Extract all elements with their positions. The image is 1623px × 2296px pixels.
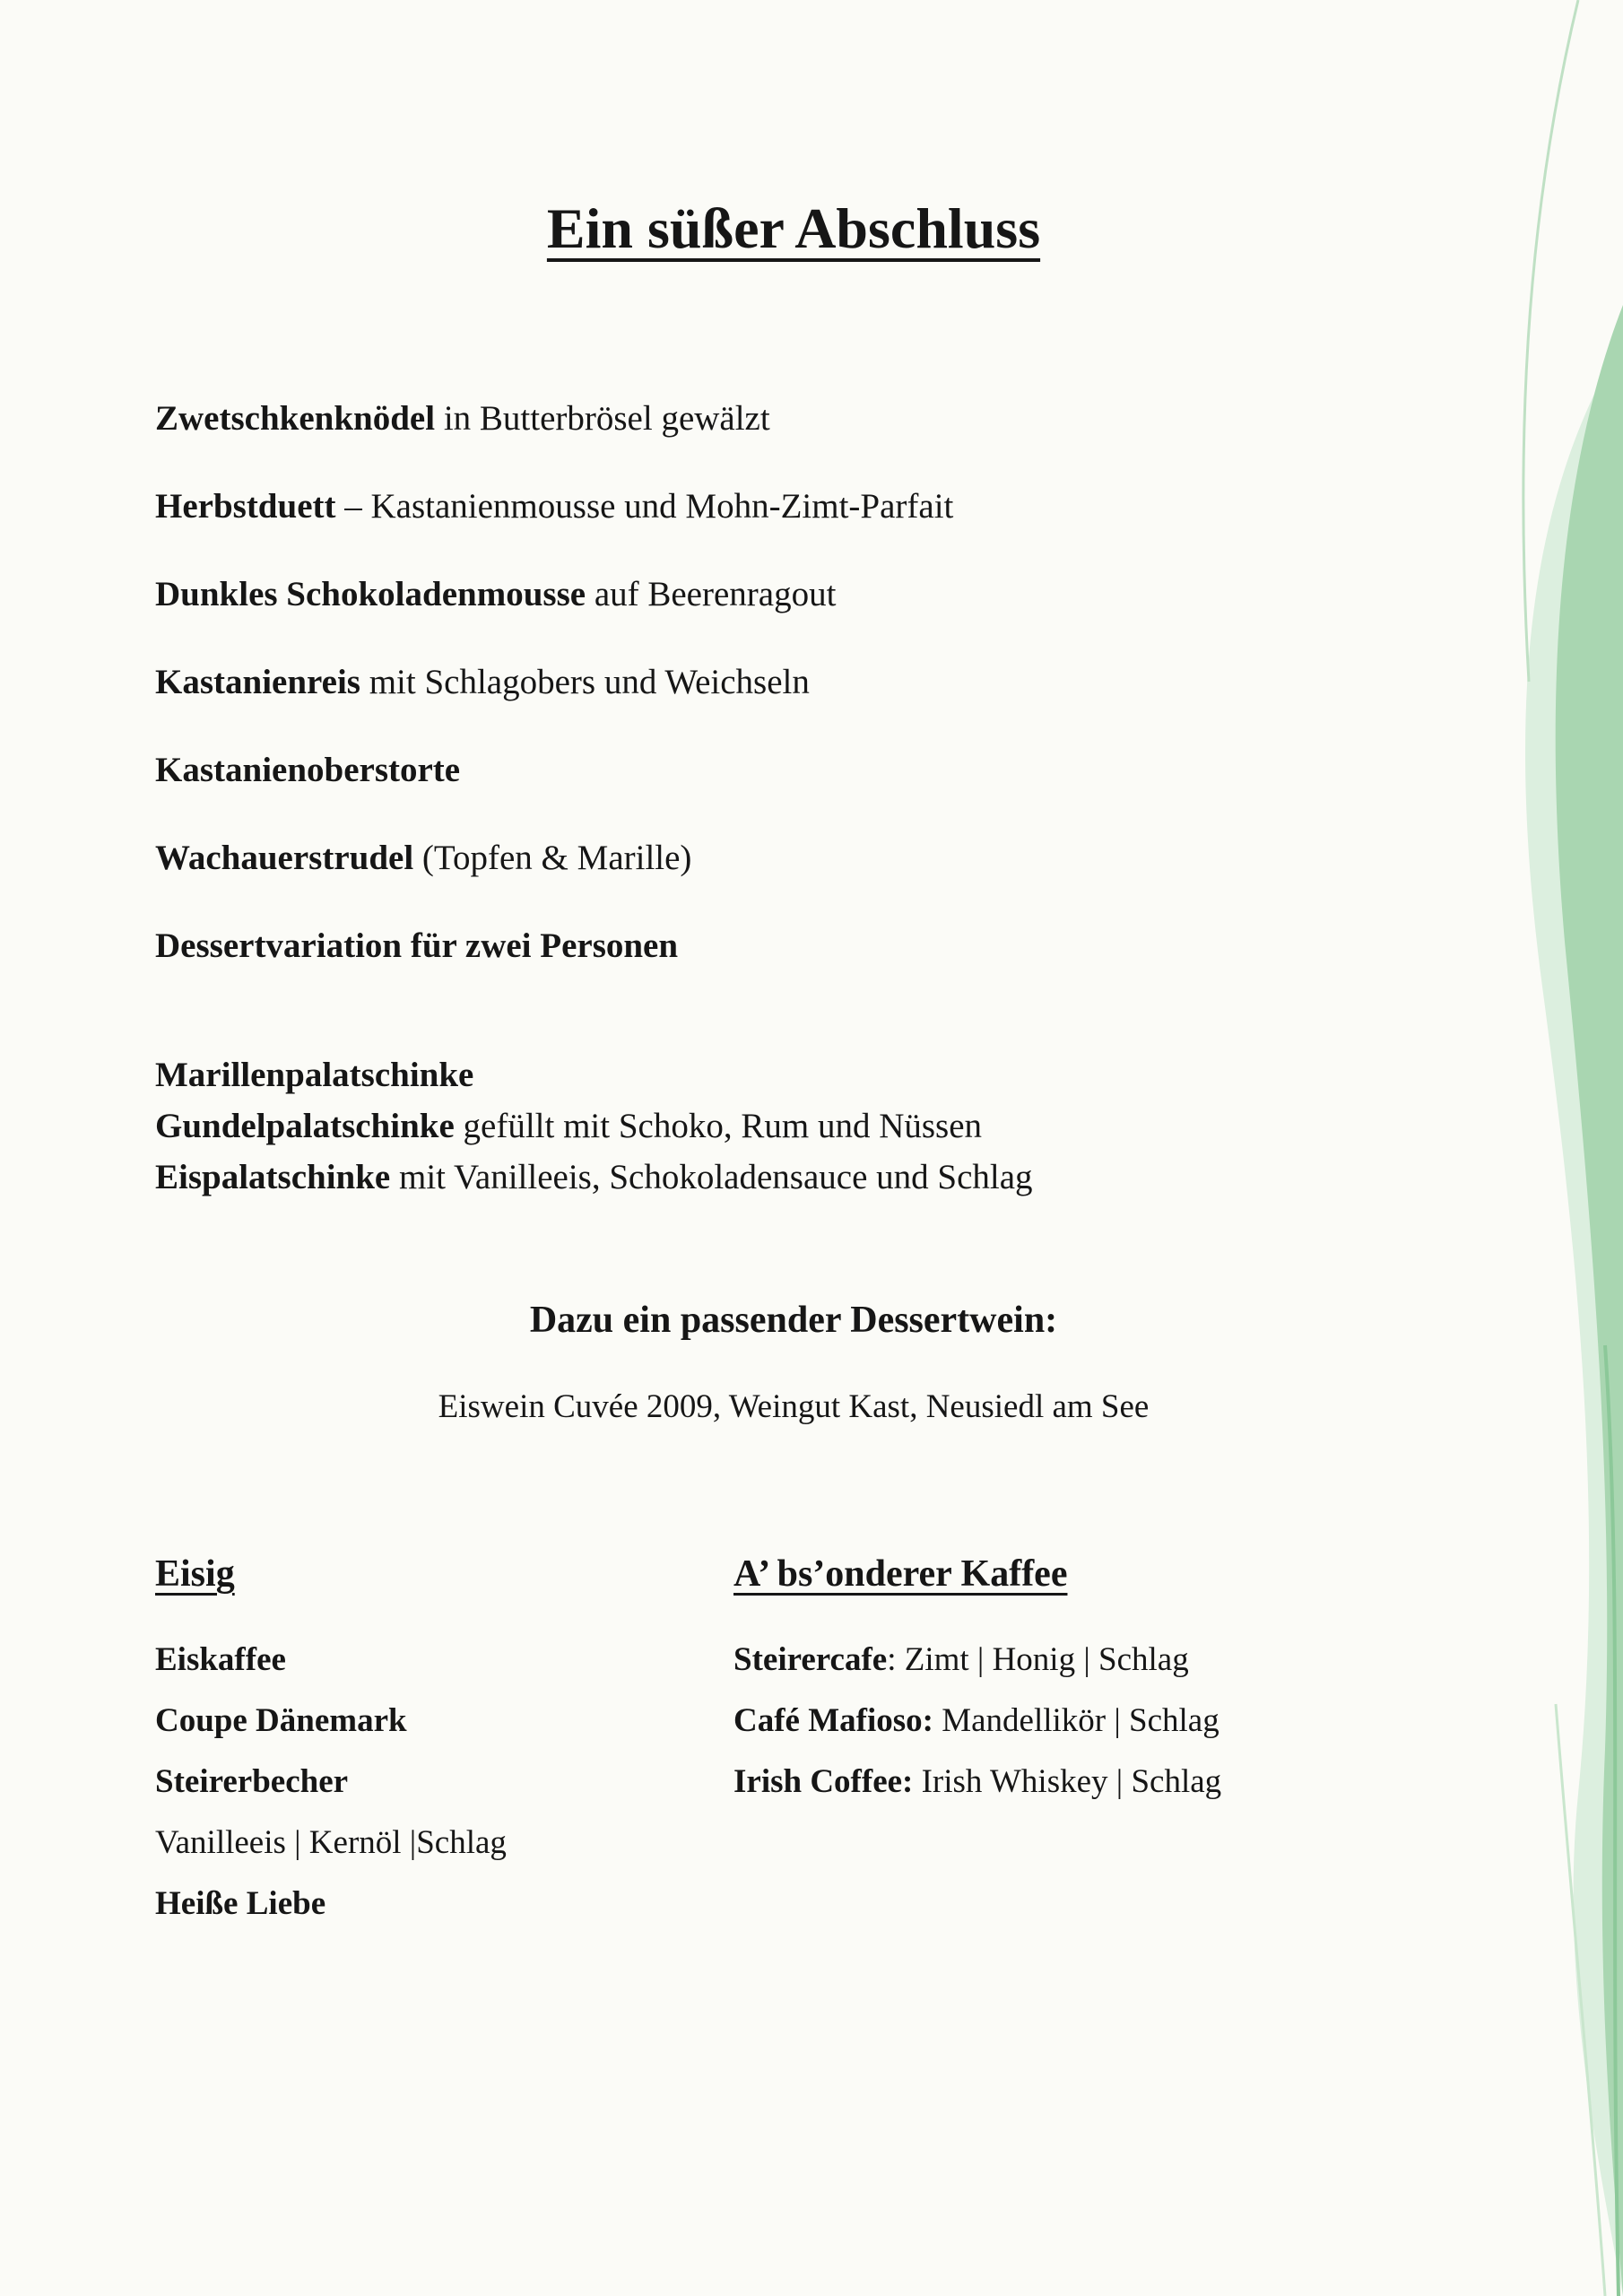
kaffee-item-desc: : Zimt | Honig | Schlag — [887, 1641, 1189, 1678]
eisig-item — [155, 1884, 325, 1924]
eisig-item-name: Heiße Liebe — [155, 1885, 326, 1922]
eisig-item-name: Coupe Dänemark — [155, 1702, 407, 1739]
eisig-item-name: Eiskaffee — [155, 1641, 286, 1678]
dessert-item — [155, 662, 810, 704]
palatschinke-desc: gefüllt mit Schoko, Rum und Nüssen — [454, 1107, 983, 1145]
palatschinke-name: Marillenpalatschinke — [155, 1056, 474, 1094]
page-title: Ein süßer Abschluss — [546, 196, 1041, 260]
eisig-heading: Eisig — [155, 1553, 235, 1595]
kaffee-item-name: Café Mafioso: — [733, 1702, 933, 1739]
wine-text: Eiswein Cuvée 2009, Weingut Kast, Neusiedl am See — [438, 1388, 1150, 1425]
eisig-item — [155, 1640, 286, 1680]
dessert-name: Herbstduett — [155, 487, 336, 526]
eisig-item — [155, 1823, 507, 1863]
dessert-item — [155, 574, 836, 616]
palatschinke-name: Eispalatschinke — [155, 1158, 391, 1196]
palatschinke-desc: mit Vanilleeis, Schokoladensauce und Schlag — [390, 1158, 1033, 1196]
dessert-name: Kastanienreis — [155, 663, 360, 701]
dessert-desc: auf Beerenragout — [586, 575, 837, 613]
palatschinke-item — [155, 1106, 982, 1148]
dessert-desc: mit Schlagobers und Weichseln — [360, 663, 810, 701]
dessert-name: Zwetschkenknödel — [155, 399, 436, 438]
dessert-name: Kastanienoberstorte — [155, 751, 461, 789]
dessert-item — [155, 750, 460, 792]
dessert-name: Wachauerstrudel — [155, 839, 414, 877]
dessert-desc: in Butterbrösel gewälzt — [435, 399, 770, 438]
kaffee-item-desc: Mandellikör | Schlag — [933, 1702, 1219, 1739]
dessert-name: Dessertvariation für zwei Personen — [155, 926, 679, 965]
kaffee-item — [733, 1640, 1189, 1680]
palatschinke-name: Gundelpalatschinke — [155, 1107, 455, 1145]
dessert-item — [155, 926, 678, 968]
eisig-item — [155, 1762, 348, 1802]
kaffee-heading: A’ bs’onderer Kaffee — [733, 1553, 1068, 1595]
palatschinke-item — [155, 1157, 1033, 1199]
kaffee-item — [733, 1762, 1221, 1802]
dessert-desc: – Kastanienmousse und Mohn-Zimt-Parfait — [335, 487, 954, 526]
eisig-item — [155, 1701, 407, 1741]
wine-heading: Dazu ein passender Dessertwein: — [529, 1300, 1058, 1341]
dessert-name: Dunkles Schokoladenmousse — [155, 575, 586, 613]
dessert-item — [155, 486, 953, 528]
dessert-desc: (Topfen & Marille) — [413, 839, 692, 877]
kaffee-item-desc: Irish Whiskey | Schlag — [913, 1763, 1222, 1800]
eisig-item-name: Steirerbecher — [155, 1763, 349, 1800]
kaffee-item-name: Steirercafe — [733, 1641, 888, 1678]
eisig-item-desc: Vanilleeis | Kernöl |Schlag — [155, 1824, 507, 1861]
dessert-item — [155, 838, 691, 880]
kaffee-item — [733, 1701, 1219, 1741]
kaffee-item-name: Irish Coffee: — [733, 1763, 914, 1800]
dessert-item — [155, 398, 770, 440]
palatschinke-item — [155, 1055, 473, 1097]
